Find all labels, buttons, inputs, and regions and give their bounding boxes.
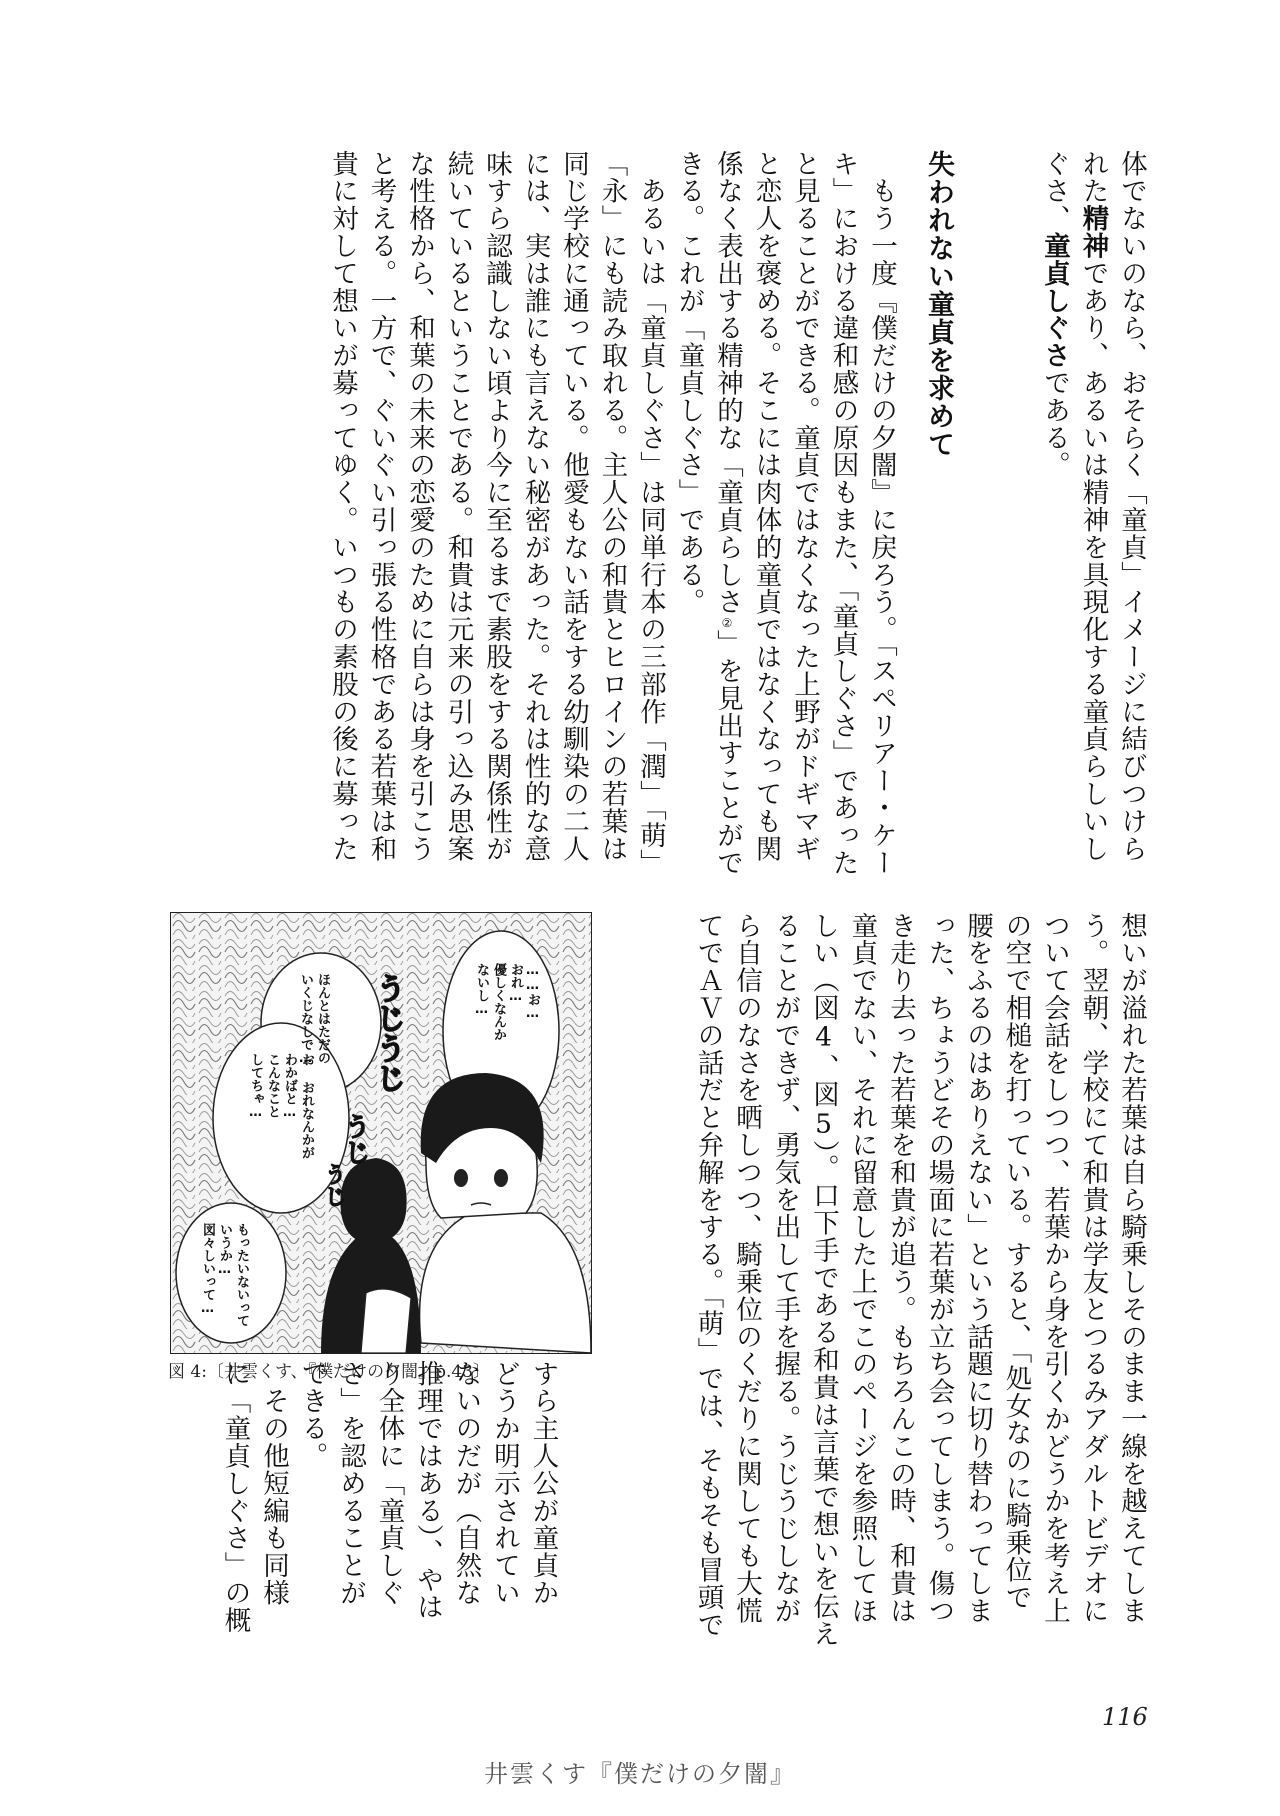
- text-line: り全体に「童貞しぐ: [373, 1360, 405, 1607]
- text-line: 味すら認識しない頃より今に至るまで素股をする関係性が: [481, 150, 512, 863]
- speech-bubble-1: ……お… おれ… 優しくなんか ないし…: [474, 963, 540, 1041]
- speech-bubble-2: ほんとはただの いくじなしで…: [298, 973, 330, 1066]
- speech-bubble-3: お おれなんかが わかばと… こんなこと してちゃ…: [248, 1053, 314, 1159]
- text-line: ついて会話をしつつ、若葉から身を引くかどうかを考え上: [1039, 912, 1070, 1625]
- sound-effect-ujiuji: うじうじ: [370, 973, 405, 1093]
- text-line: 係なく表出する精神的な「童貞らしさ②」を見出すことがで: [712, 150, 743, 877]
- emphasis-doutei-shigusa: 童貞しぐさ: [1039, 232, 1070, 370]
- text-line: の空で相槌を打っている。すると、「処女なのに騎乗位で: [1000, 912, 1032, 1612]
- text-line: 同じ学校に通っている。他愛もない話をする幼馴染の二人: [558, 150, 589, 863]
- text-line: 「永」にも読み取れる。主人公の和貴とヒロインの若葉は: [596, 150, 628, 863]
- text-line: 貴に対して想いが募ってゆく。いつもの素股の後に募った: [327, 150, 358, 863]
- footnote-marker[interactable]: ②: [720, 615, 734, 630]
- text-line: てでＡＶの話だと弁解をする。「萌」では、そもそも冒頭で: [692, 912, 724, 1639]
- page-number: 116: [1102, 1703, 1148, 1731]
- text-line: キ」における違和感の原因もまた、「童貞しぐさ」であった: [827, 150, 859, 877]
- text-line: しい（図4、図5）。口下手である和貴は言葉で想いを伝え: [808, 912, 839, 1648]
- text-line: き走り去った若葉を和貴が追う。もちろんこの時、和貴は: [885, 912, 916, 1625]
- text-line: に「童貞しぐさ」の概: [219, 1360, 251, 1634]
- text-line: れた精神であり、あるいは精神を具現化する童貞らしいし: [1077, 150, 1109, 863]
- text-line: ぐさ、童貞しぐさである。: [1039, 150, 1070, 479]
- sound-effect-uji-2: うじ: [321, 1163, 346, 1207]
- text-line: もう一度『僕だけの夕闇』に戻ろう。「スペリアー・ケー: [866, 177, 897, 877]
- text-line: 体でないのなら、おそらく「童貞」イメージに結びつけら: [1116, 150, 1147, 863]
- text-line: できる。: [296, 1360, 328, 1470]
- figure-caption: 図 4:〔井雲くす、『僕だけの夕闇』p.43〕: [168, 1362, 491, 1382]
- text-line: さ」を認めることが: [335, 1360, 366, 1607]
- running-footer: 井雲くす『僕だけの夕闇』: [484, 1760, 796, 1788]
- text-line: ら自信のなさを晒しつつ、騎乗位のくだりに関しても大慌: [731, 912, 762, 1625]
- text-beside-figure: [215, 1360, 562, 1680]
- text-line: ることができず、勇気を出して手を握る。うじうじしなが: [769, 912, 801, 1625]
- text-line: った、ちょうどその場面に若葉が立ち会ってしまう。傷つ: [923, 912, 955, 1625]
- text-line: あるいは「童貞しぐさ」は同単行本の三部作「潤」「萌」: [635, 177, 666, 877]
- text-line: な性格から、和葉の未来の恋愛のために自らは身を引こう: [404, 150, 435, 863]
- text-line: と恋人を褒める。そこには肉体的童貞ではなくなっても関: [750, 150, 782, 863]
- manga-panel-figure: [170, 912, 592, 1354]
- text-line: 童貞でない、それに留意した上でこのページを参照してほ: [846, 912, 878, 1625]
- main-body-text: [323, 150, 901, 920]
- text-line: すら主人公が童貞か: [527, 1360, 559, 1607]
- text-line: どうか明示されてい: [489, 1360, 520, 1607]
- speech-bubble-4: もったいないって いうか… 図々しいって…: [200, 1223, 249, 1327]
- continued-body-text: [688, 912, 1150, 1682]
- text-line: には、実は誰にも言えない秘密があった。それは性的な意: [519, 150, 551, 863]
- text-line: 推理ではある）、やは: [412, 1360, 443, 1621]
- text-line: ないのだが（自然な: [450, 1360, 482, 1607]
- text-line: と見ることができる。童貞ではなくなった上野がドギマギ: [789, 150, 820, 863]
- section-heading: 失われない童貞を求めて: [923, 150, 954, 458]
- sound-effect-uji-1: うじ: [340, 1113, 370, 1165]
- text-line: 想いが溢れた若葉は自ら騎乗しそのまま一線を越えてしま: [1116, 912, 1147, 1625]
- emphasis-seishin: 精神: [1077, 204, 1109, 260]
- text-line: 続いているということである。和貴は元来の引っ込み思案: [442, 150, 474, 863]
- text-line: と考える。一方で、ぐいぐい引っ張る性格である若葉は和: [365, 150, 397, 863]
- intro-paragraph: [1035, 150, 1151, 920]
- text-line: きる。これが「童貞しぐさ」である。: [673, 150, 705, 616]
- text-line: 腰をふるのはありえない」という話題に切り替わってしま: [962, 912, 993, 1625]
- text-line: う。翌朝、学校にて和貴は学友とつるみアダルトビデオに: [1077, 912, 1109, 1625]
- text-line: その他短編も同様: [258, 1387, 289, 1607]
